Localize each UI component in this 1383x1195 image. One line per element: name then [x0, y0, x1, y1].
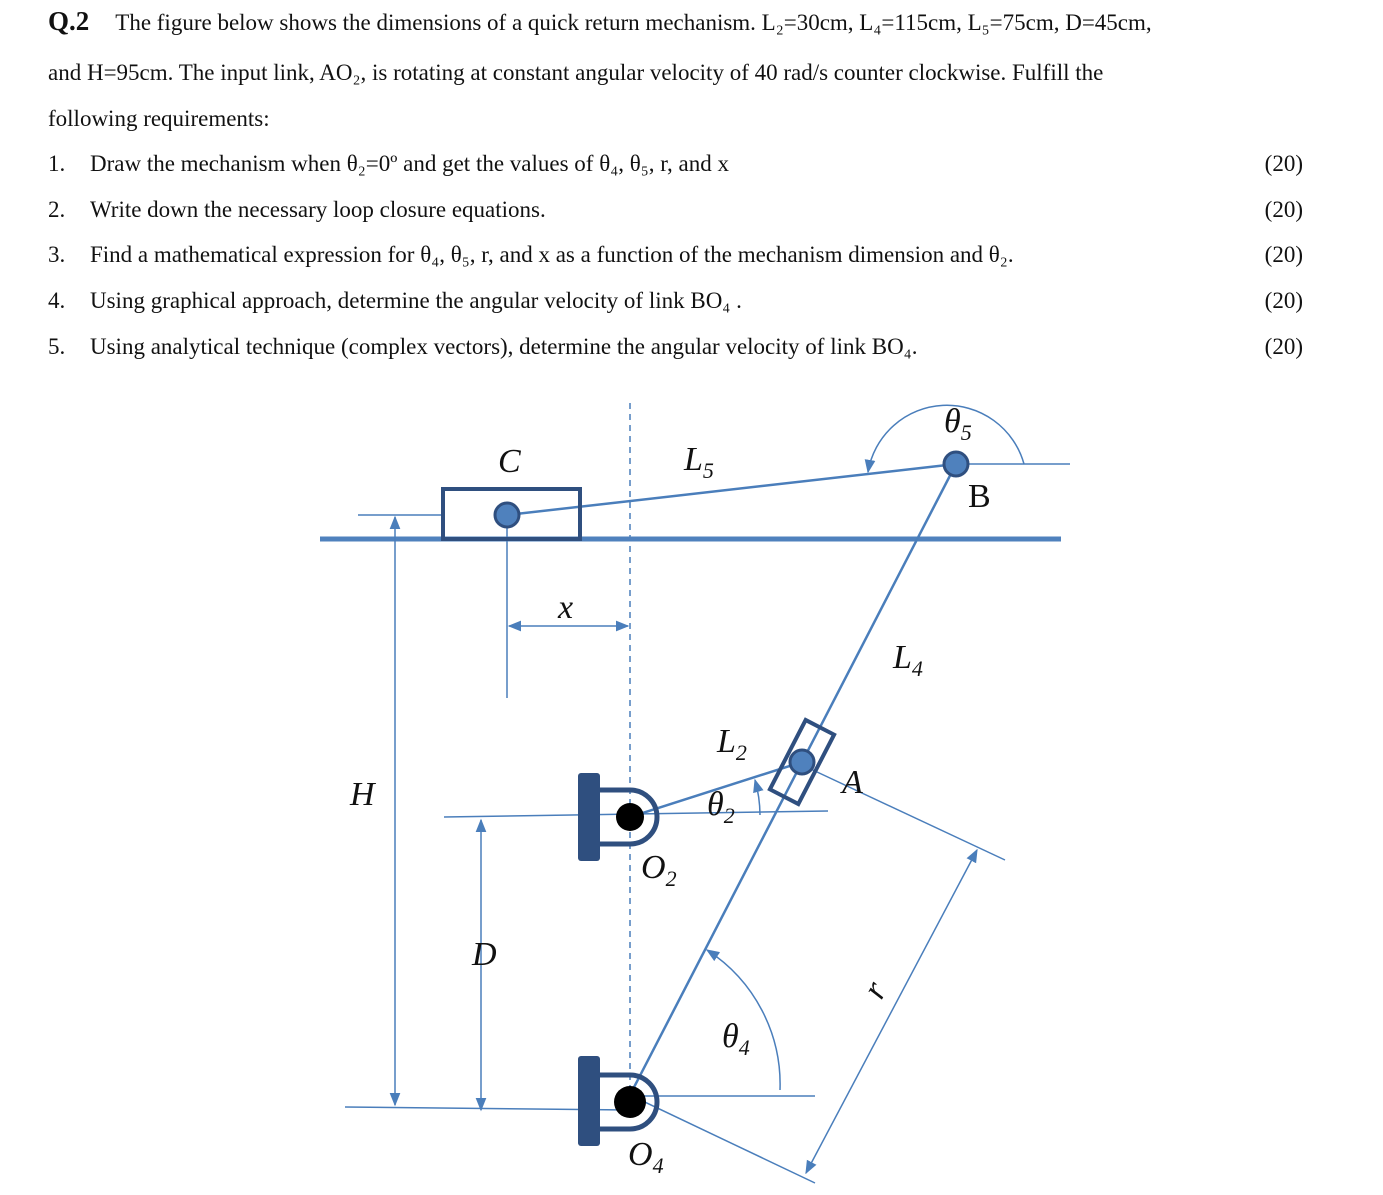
link-l4: [630, 464, 956, 1095]
label-l2: $L_2$: [717, 723, 747, 765]
label-c: C: [498, 443, 521, 480]
label-l4: $L_4$: [893, 639, 923, 681]
label-b: B: [968, 478, 991, 515]
joint-b: [944, 452, 968, 476]
label-d: D: [472, 936, 497, 973]
label-theta2: $\theta_2$: [707, 786, 735, 828]
pin-o4: [614, 1086, 646, 1118]
joint-c: [495, 503, 519, 527]
label-h: H: [350, 776, 375, 813]
r-dimension: [806, 850, 977, 1173]
question-line-2: and H=95cm. The input link, AO₂, is rotating at constant angular velocity of 40 rad/s counter clockwise. Fulfill the: [48, 60, 1104, 85]
requirement-2: 2. Write down the necessary loop closure equations. (20): [48, 197, 1303, 222]
pin-o2: [616, 803, 644, 831]
question-line-3: following requirements:: [48, 106, 270, 131]
theta2-arc: [755, 780, 760, 815]
theta4-arc: [707, 950, 780, 1090]
requirement-4: 4. Using graphical approach, determine the angular velocity of link BO₄ . (20): [48, 288, 1303, 313]
r-ext-line-top: [800, 764, 1005, 860]
label-o2: $O_2$: [641, 849, 677, 891]
question-number: Q.2: [48, 6, 90, 36]
requirement-5: 5. Using analytical technique (complex vectors), determine the angular velocity of link BO₄. (20): [48, 334, 1303, 359]
label-theta5: $\theta_5$: [944, 403, 972, 445]
label-theta4: $\theta_4$: [722, 1018, 750, 1060]
requirement-3: 3. Find a mathematical expression for θ₄, θ₅, r, and x as a function of the mechanism dimension and θ₂. (20): [48, 242, 1303, 267]
label-x: x: [558, 589, 574, 626]
label-a: A: [842, 764, 863, 801]
label-l5: $L_5$: [684, 441, 714, 483]
joint-a: [790, 750, 814, 774]
label-r: r: [855, 975, 895, 1005]
question-line-1: Q.2 The figure below shows the dimensions of a quick return mechanism. L₂=30cm, L₄=115cm, L₅=75cm, D=45cm,: [48, 6, 1152, 36]
requirement-1: 1. Draw the mechanism when θ₂=0º and get the values of θ₄, θ₅, r, and x (20): [48, 151, 1303, 176]
label-o4: $O_4$: [628, 1136, 664, 1178]
